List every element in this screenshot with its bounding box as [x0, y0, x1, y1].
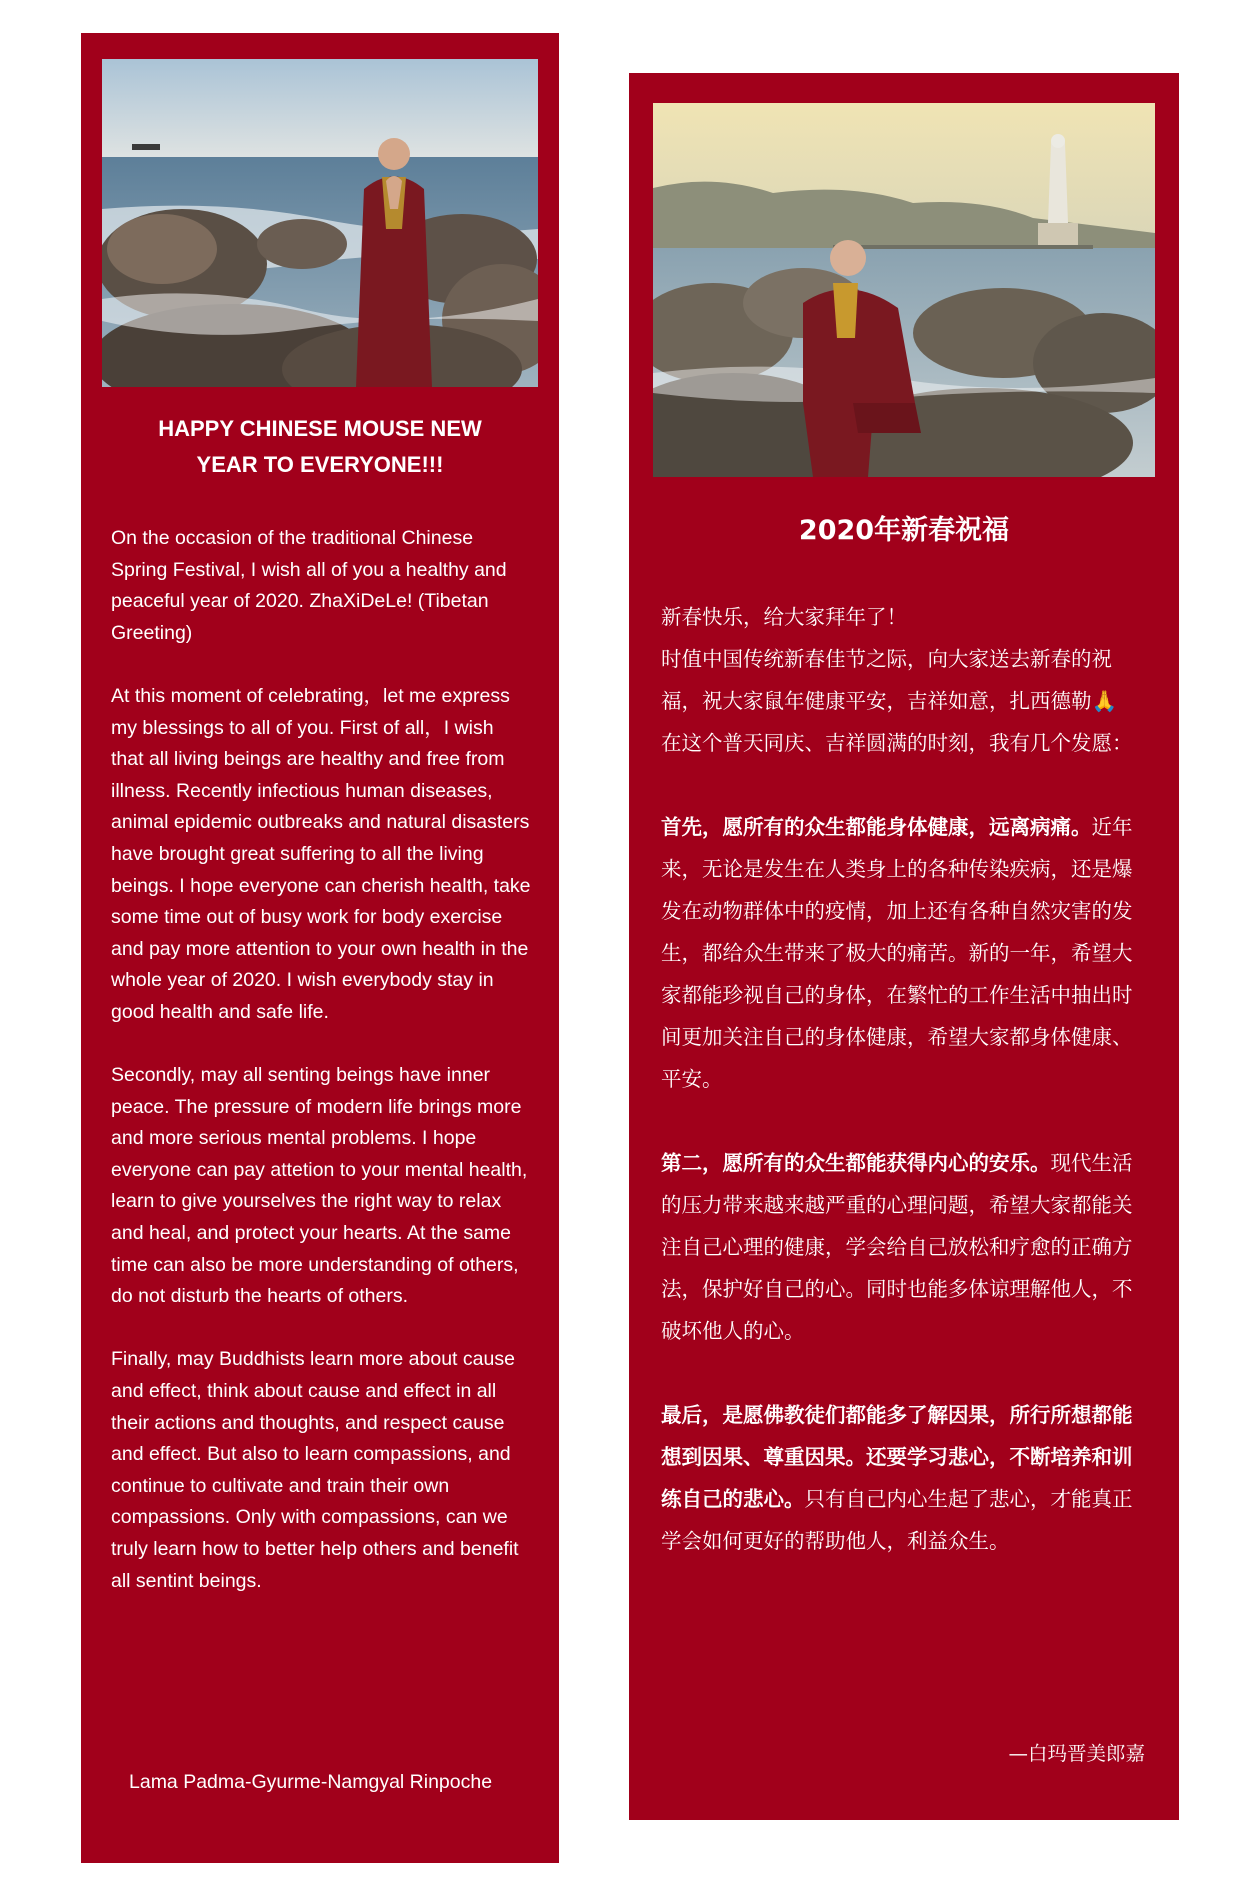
chinese-intro-line-1: 新春快乐，给大家拜年了！ — [661, 605, 907, 629]
chinese-signature: —白玛晋美郎嘉 — [1008, 1742, 1145, 1765]
english-title-line-1: HAPPY CHINESE MOUSE NEW — [158, 416, 482, 441]
english-greeting-panel — [81, 33, 559, 1863]
english-message-body — [111, 523, 531, 1629]
lama-guanyin-statue-photo — [653, 103, 1155, 477]
chinese-paragraph-health-text: 近年来，无论是发生在人类身上的各种传染疾病，还是爆发在动物群体中的疫情，加上还有各种自然灾害的发生，都给众生带来了极大的痛苦。新的一年，希望大家都能珍视自己的身体，在繁忙的工作生活中抽出时间更加关注自己的身体健康，希望大家都身体健康、平安。 — [661, 815, 1133, 1091]
chinese-paragraph-inner-peace-text: 现代生活的压力带来越来越严重的心理问题，希望大家都能关注自己心理的健康，学会给自己放松和疗愈的正确方法，保护好自己的心。同时也能多体谅理解他人，不破坏他人的心。 — [661, 1151, 1133, 1343]
lama-seaside-photo — [102, 59, 538, 387]
chinese-paragraph-cause-effect-heading: 最后，是愿佛教徒们都能多了解因果，所行所想都能想到因果、尊重因果。还要学习悲心，不断培养和训练自己的悲心。 — [661, 1403, 1133, 1511]
english-paragraph-inner-peace: Secondly, may all senting beings have inner peace. The pressure of modern life brings more and more serious mental problems. I hope everyone can pay attetion to your mental health, learn to give yourselves the right way to relax and heal, and protect your hearts. At the same time can also be more understanding of others, do not disturb the hearts of others. — [111, 1064, 528, 1308]
english-paragraph-cause-effect: Finally, may Buddhists learn more about cause and effect, think about cause and effect in all their actions and thoughts, and respect cause and effect. But also to learn compassions, and continue to cultivate and train their own compassions. Only with compassions, can we truly learn how to better help others and benefit all sentint beings. — [111, 1348, 519, 1592]
english-title-line-2: YEAR TO EVERYONE!!! — [196, 452, 444, 477]
english-title — [101, 411, 539, 483]
english-paragraph-occasion: On the occasion of the traditional Chinese Spring Festival, I wish all of you a healthy and peaceful year of 2020. ZhaXiDeLe! (Tibetan Greeting) — [111, 527, 507, 644]
chinese-greeting-panel — [629, 73, 1179, 1820]
chinese-message-body — [661, 596, 1151, 1562]
chinese-intro-line-3: 在这个普天同庆、吉祥圆满的时刻，我有几个发愿： — [661, 731, 1133, 755]
chinese-paragraph-health-heading: 首先，愿所有的众生都能身体健康，远离病痛。 — [661, 815, 1092, 839]
chinese-intro-line-2: 时值中国传统新春佳节之际，向大家送去新春的祝福，祝大家鼠年健康平安，吉祥如意，扎西德勒🙏 — [661, 647, 1118, 713]
chinese-paragraph-cause-effect — [661, 1394, 1151, 1562]
chinese-paragraph-inner-peace-heading: 第二，愿所有的众生都能获得内心的安乐。 — [661, 1151, 1051, 1175]
chinese-paragraph-cause-effect-text: 只有自己内心生起了悲心，才能真正学会如何更好的帮助他人，利益众生。 — [661, 1487, 1133, 1553]
paragraph-spacer — [661, 764, 1151, 806]
chinese-title: 2020年新春祝福 — [798, 515, 1010, 546]
english-paragraph-blessing-health: At this moment of celebrating，let me express my blessings to all of you. First of all，I wish that all living beings are healthy and free from illness. Recently infectious human diseases, animal epidemic outbreaks and natural disasters have brought great suffering to all the living beings. I hope everyone can cherish health, take some time out of busy work for body exercise and pay more attention to your own health in the whole year of 2020. I wish everybody stay in good health and safe life. — [111, 684, 531, 1023]
chinese-paragraph-health — [661, 806, 1151, 1100]
paragraph-spacer — [661, 1100, 1151, 1142]
english-signature: Lama Padma-Gyurme-Namgyal Rinpoche — [129, 1771, 493, 1793]
chinese-paragraph-inner-peace — [661, 1142, 1151, 1352]
paragraph-spacer — [661, 1352, 1151, 1394]
